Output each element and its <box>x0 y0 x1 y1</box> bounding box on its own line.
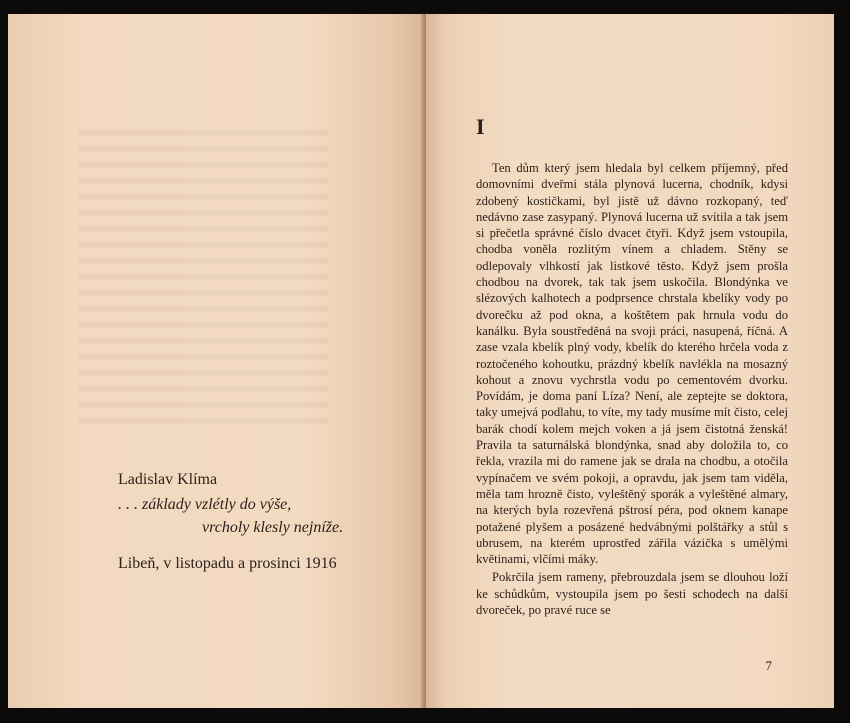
chapter-text <box>476 160 788 618</box>
paragraph: Pokrčila jsem rameny, přebrouzdala jsem se dlouhou loží ke schůdkům, vystoupila jsem po šesti schodech na další dvoreček, po pravé ruce se <box>476 570 788 618</box>
motto-line-2: vrcholy klesly nejníže. <box>202 519 344 536</box>
page-number: 7 <box>765 658 772 673</box>
motto <box>118 493 408 539</box>
bleed-through-texture <box>78 124 328 424</box>
dedication-block <box>118 468 408 575</box>
left-page <box>8 14 424 708</box>
chapter-number: I <box>476 114 485 139</box>
place-and-date: Libeň, v listopadu a prosinci 1916 <box>118 555 337 572</box>
right-page <box>426 14 834 708</box>
motto-line-1: . . . základy vzlétly do výše, <box>118 496 292 513</box>
paragraph: Ten dům který jsem hledala byl celkem příjemný, před domovními dveřmi stála plynová lucerna, chodník, kdysi zdobený kostičkami, byl jistě už dávno rozkopaný, teď nedávno zase zasypaný. Plynová lucerna už svítila a tak jsem si přečetla správné číslo dvacet čtyři. Když jsem vstoupila, chodba voněla rozlitým vínem a chladem. Stěny se odlepovaly vlhkostí jak listkové těsto. Když jsem prošla chodbou na dvorek, tak tak jsem uskočila. Blondýnka ve slézových kalhotech a podprsence chrstala kbelíky vody po dvorečku až pod okna, a koštětem pak hrnula vodu do kanálku. Byla soustředěná na svoji práci, nasupená, říčná. A zase vzala kbelík plný vody, kbelík do kterého hrčela voda z roztočeného kohoutku, prázdný kbelík navlékla na mosazný kohout a znovu vychrstla vodu po cementovém dvorku. Povídám, je doma paní Líza? Není, ale zeptejte se doktora, taky umejvá podlahu, to víte, my tady musíme mít čisto, celej barák chodí kolem mejch voken a já jsem čistotná ženská! Pravila ta saturnálská blondýnka, snad aby doložila to, co řekla, vrazila mi do ramene jak se drala na chodbu, a otočila vypínačem ve svém pokoji, a opravdu, jak jsem tam viděla, měla tam hrozně čisto, vyleštěný sporák a vyleštěné almary, na kterých byla rozevřená pštrosí péra, pod oknem kanape potažené plyšem a posázené hedvábnými polštářky a stůl s ubrusem, na kterém uprostřed zářila vázička s umělými květinami, vlčími máky. <box>476 161 788 567</box>
author-name: Ladislav Klíma <box>118 471 218 488</box>
